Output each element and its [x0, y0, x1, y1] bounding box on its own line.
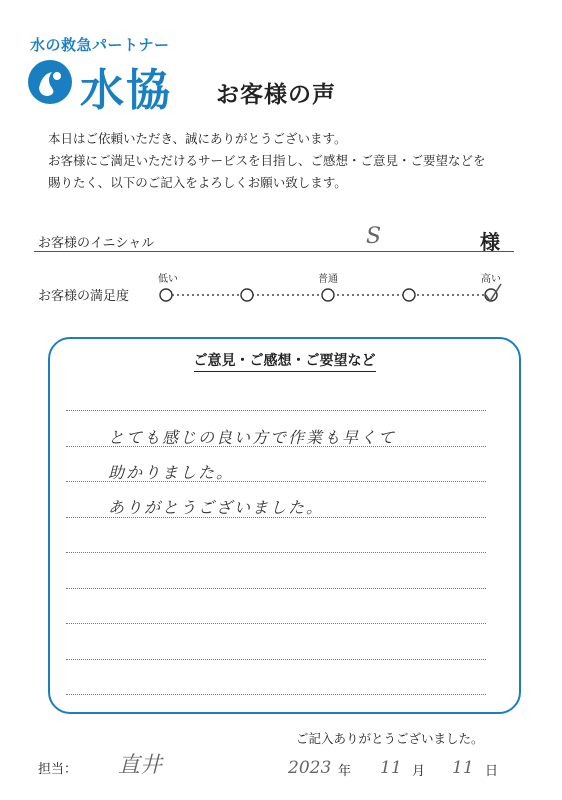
satisfaction-label: お客様の満足度	[38, 289, 130, 304]
comment-handwriting-line: 助かりました。	[108, 463, 235, 482]
comment-handwriting-line: ありがとうございました。	[108, 498, 325, 517]
intro-line: 賜りたく、以下のご記入をよろしくお願い致します。	[48, 175, 347, 190]
initials-label: お客様のイニシャル	[38, 236, 155, 251]
initials-underline	[34, 251, 514, 252]
intro-line: お客様にご満足いただけるサービスを目指し、ご感想・ご意見・ご要望などを	[48, 153, 486, 168]
date-month-value: 11	[380, 758, 402, 778]
date-year-label: 年	[338, 764, 352, 779]
staff-label: 担当：	[38, 762, 78, 777]
page-title: お客様の声	[216, 82, 336, 108]
thanks-message: ご記入ありがとうございました。	[296, 731, 484, 746]
date-day-label: 日	[485, 764, 499, 779]
comment-box	[48, 337, 521, 714]
brand-logo-text: 水協	[80, 65, 172, 116]
initials-value: S	[366, 224, 382, 249]
comment-line	[66, 588, 486, 589]
scale-low-label: 低い	[158, 274, 178, 285]
comment-title	[48, 350, 521, 370]
satisfaction-radio-row	[158, 282, 503, 310]
water-drop-logo-icon	[26, 58, 74, 106]
comment-line	[66, 623, 486, 624]
comment-line	[66, 410, 486, 411]
scale-mid-label: 普通	[318, 274, 338, 285]
satisfaction-radio-4[interactable]	[403, 289, 415, 301]
satisfaction-radio-3[interactable]	[322, 289, 334, 301]
scale-high-label: 高い	[481, 274, 501, 285]
satisfaction-radio-1[interactable]	[160, 289, 172, 301]
satisfaction-radio-2[interactable]	[241, 289, 253, 301]
date-month-label: 月	[412, 764, 426, 779]
honorific-suffix: 様	[480, 230, 500, 254]
intro-text	[48, 128, 486, 194]
comment-line	[66, 659, 486, 660]
intro-line: 本日はご依頼いただき、誠にありがとうございます。	[48, 131, 347, 146]
comment-handwriting-line: とても感じの良い方で作業も早くて	[108, 428, 397, 447]
comment-title-text: ご意見・ご感想・ご要望など	[194, 353, 376, 372]
comment-line	[66, 552, 486, 553]
date-day-value: 11	[452, 758, 474, 778]
comment-line	[66, 694, 486, 695]
date-year-value: 2023	[288, 758, 332, 778]
satisfaction-scale	[158, 270, 503, 310]
brand-tagline: 水の救急パートナー	[30, 36, 170, 54]
staff-signature: 直井	[118, 753, 163, 778]
